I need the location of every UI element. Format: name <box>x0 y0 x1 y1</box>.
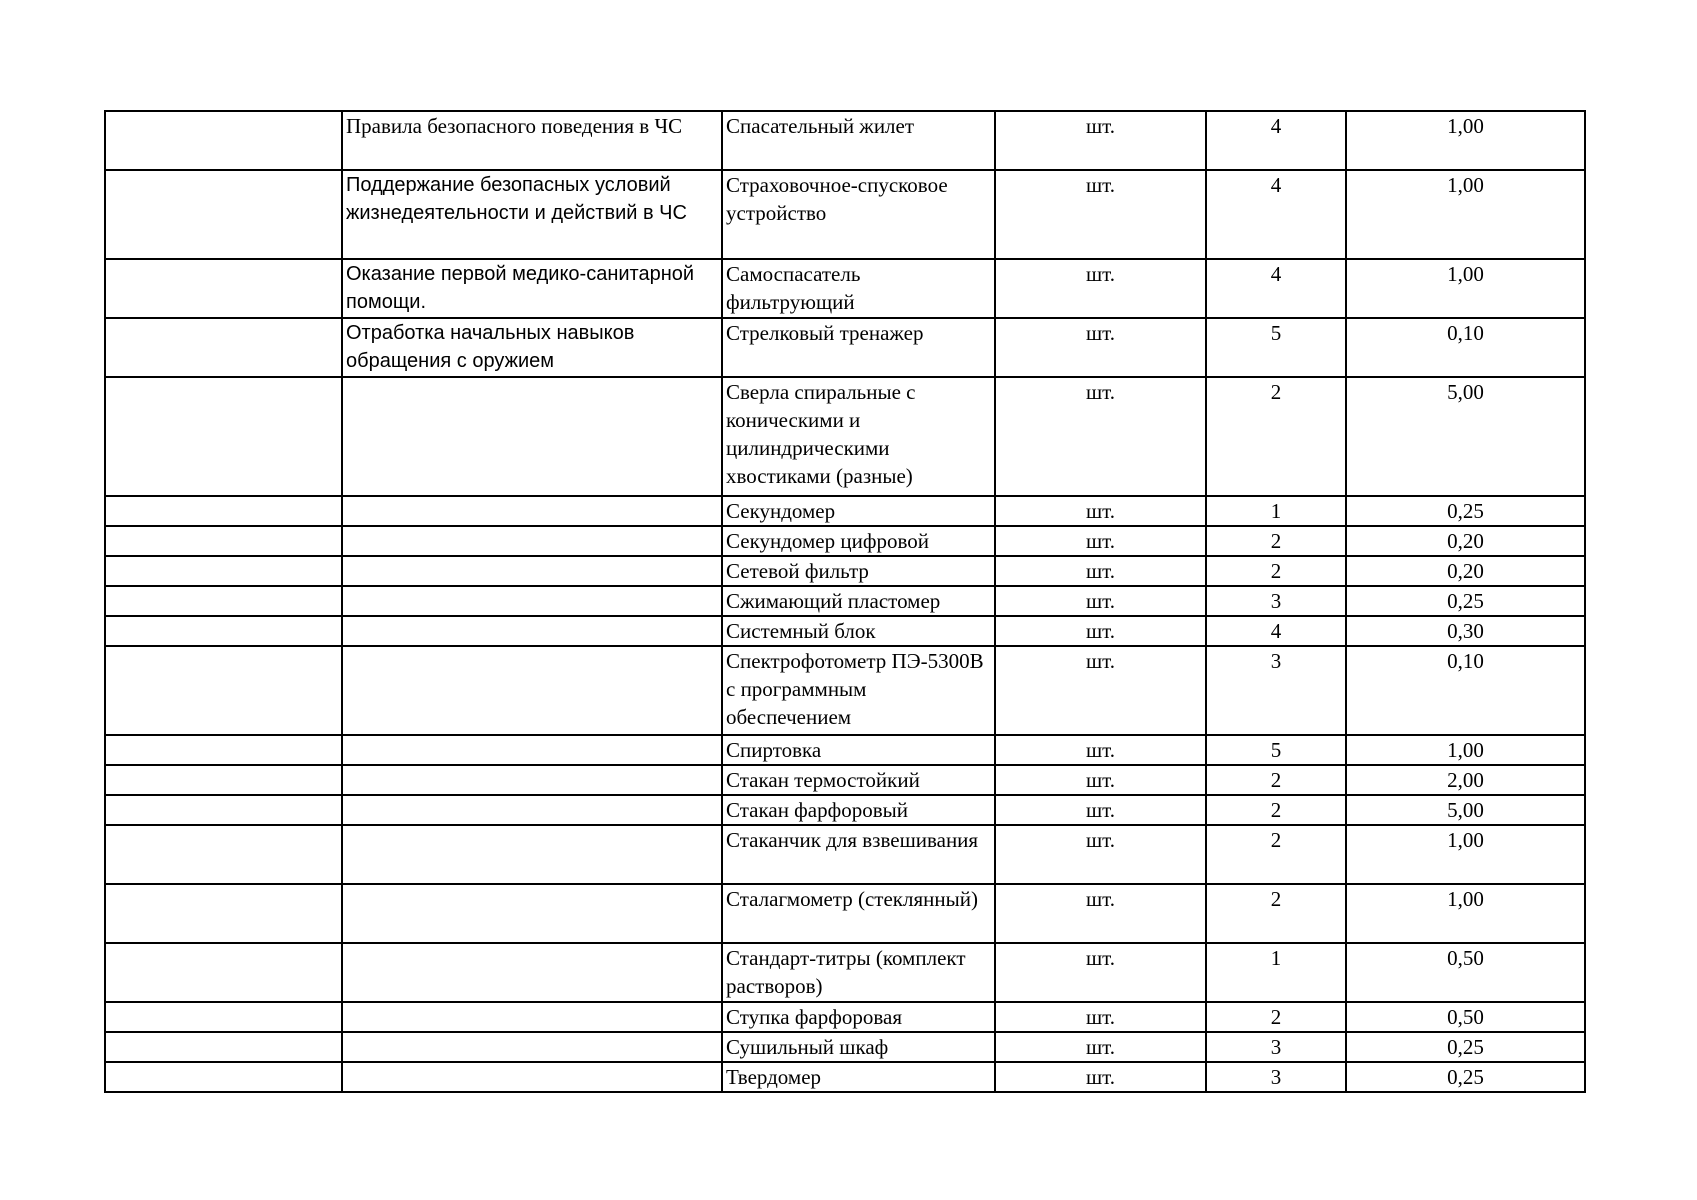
row-number-cell <box>105 526 342 556</box>
quantity-cell: 3 <box>1206 1032 1346 1062</box>
quantity-cell: 2 <box>1206 1002 1346 1032</box>
coefficient-cell: 5,00 <box>1346 377 1585 496</box>
quantity-cell: 2 <box>1206 765 1346 795</box>
unit-cell: шт. <box>995 943 1206 1002</box>
quantity-cell: 3 <box>1206 586 1346 616</box>
row-number-cell <box>105 1002 342 1032</box>
row-number-cell <box>105 825 342 884</box>
row-number-cell <box>105 318 342 377</box>
coefficient-cell: 0,25 <box>1346 1032 1585 1062</box>
quantity-cell: 4 <box>1206 170 1346 259</box>
row-number-cell <box>105 735 342 765</box>
quantity-cell: 4 <box>1206 111 1346 170</box>
unit-cell: шт. <box>995 377 1206 496</box>
topic-cell: Правила безопасного поведения в ЧС <box>342 111 722 170</box>
topic-cell <box>342 646 722 735</box>
coefficient-cell: 0,10 <box>1346 318 1585 377</box>
topic-cell <box>342 943 722 1002</box>
quantity-cell: 1 <box>1206 496 1346 526</box>
coefficient-cell: 1,00 <box>1346 259 1585 318</box>
item-name-cell: Самоспасатель фильтрующий <box>722 259 995 318</box>
unit-cell: шт. <box>995 526 1206 556</box>
row-number-cell <box>105 170 342 259</box>
unit-cell: шт. <box>995 1062 1206 1092</box>
topic-cell <box>342 795 722 825</box>
quantity-cell: 5 <box>1206 318 1346 377</box>
unit-cell: шт. <box>995 795 1206 825</box>
equipment-table <box>104 110 1586 1093</box>
item-name-cell: Сушильный шкаф <box>722 1032 995 1062</box>
quantity-cell: 1 <box>1206 943 1346 1002</box>
item-name-cell: Стакан фарфоровый <box>722 795 995 825</box>
row-number-cell <box>105 1032 342 1062</box>
table-row <box>105 556 1585 586</box>
table-row <box>105 496 1585 526</box>
topic-cell <box>342 496 722 526</box>
coefficient-cell: 0,25 <box>1346 1062 1585 1092</box>
table-row <box>105 1062 1585 1092</box>
unit-cell: шт. <box>995 884 1206 943</box>
row-number-cell <box>105 377 342 496</box>
coefficient-cell: 0,20 <box>1346 556 1585 586</box>
unit-cell: шт. <box>995 111 1206 170</box>
topic-cell <box>342 377 722 496</box>
table-row <box>105 259 1585 318</box>
unit-cell: шт. <box>995 735 1206 765</box>
item-name-cell: Сверла спиральные с коническими и цилиндрическими хвостиками (разные) <box>722 377 995 496</box>
row-number-cell <box>105 795 342 825</box>
table-row <box>105 1002 1585 1032</box>
item-name-cell: Стрелковый тренажер <box>722 318 995 377</box>
row-number-cell <box>105 586 342 616</box>
coefficient-cell: 0,50 <box>1346 1002 1585 1032</box>
topic-cell <box>342 526 722 556</box>
item-name-cell: Твердомер <box>722 1062 995 1092</box>
item-name-cell: Спектрофотометр ПЭ-5300В с программным обеспечением <box>722 646 995 735</box>
topic-cell: Отработка начальных навыков обращения с оружием <box>342 318 722 377</box>
table-row <box>105 526 1585 556</box>
quantity-cell: 2 <box>1206 825 1346 884</box>
coefficient-cell: 5,00 <box>1346 795 1585 825</box>
topic-cell <box>342 616 722 646</box>
quantity-cell: 5 <box>1206 735 1346 765</box>
coefficient-cell: 0,25 <box>1346 496 1585 526</box>
coefficient-cell: 1,00 <box>1346 111 1585 170</box>
table-row <box>105 318 1585 377</box>
topic-cell <box>342 765 722 795</box>
table-row <box>105 111 1585 170</box>
topic-cell <box>342 556 722 586</box>
row-number-cell <box>105 1062 342 1092</box>
unit-cell: шт. <box>995 556 1206 586</box>
quantity-cell: 2 <box>1206 795 1346 825</box>
table-row <box>105 943 1585 1002</box>
topic-cell <box>342 884 722 943</box>
table-row <box>105 884 1585 943</box>
table-row <box>105 765 1585 795</box>
item-name-cell: Спасательный жилет <box>722 111 995 170</box>
item-name-cell: Сжимающий пластомер <box>722 586 995 616</box>
coefficient-cell: 0,50 <box>1346 943 1585 1002</box>
table-row <box>105 735 1585 765</box>
unit-cell: шт. <box>995 318 1206 377</box>
table-row <box>105 795 1585 825</box>
quantity-cell: 2 <box>1206 526 1346 556</box>
unit-cell: шт. <box>995 496 1206 526</box>
table-row <box>105 616 1585 646</box>
topic-cell <box>342 1062 722 1092</box>
quantity-cell: 2 <box>1206 556 1346 586</box>
quantity-cell: 4 <box>1206 259 1346 318</box>
coefficient-cell: 1,00 <box>1346 825 1585 884</box>
table-row <box>105 377 1585 496</box>
row-number-cell <box>105 111 342 170</box>
table-row <box>105 825 1585 884</box>
item-name-cell: Секундомер цифровой <box>722 526 995 556</box>
unit-cell: шт. <box>995 586 1206 616</box>
quantity-cell: 3 <box>1206 1062 1346 1092</box>
unit-cell: шт. <box>995 765 1206 795</box>
table-row <box>105 646 1585 735</box>
row-number-cell <box>105 496 342 526</box>
topic-cell <box>342 1002 722 1032</box>
document-page <box>104 110 1584 1093</box>
item-name-cell: Стаканчик для взвешивания <box>722 825 995 884</box>
row-number-cell <box>105 884 342 943</box>
quantity-cell: 3 <box>1206 646 1346 735</box>
unit-cell: шт. <box>995 1002 1206 1032</box>
topic-cell <box>342 586 722 616</box>
item-name-cell: Спиртовка <box>722 735 995 765</box>
row-number-cell <box>105 556 342 586</box>
item-name-cell: Ступка фарфоровая <box>722 1002 995 1032</box>
table-row <box>105 170 1585 259</box>
unit-cell: шт. <box>995 1032 1206 1062</box>
topic-cell <box>342 825 722 884</box>
item-name-cell: Стакан термостойкий <box>722 765 995 795</box>
quantity-cell: 2 <box>1206 377 1346 496</box>
item-name-cell: Страховочное-спусковое устройство <box>722 170 995 259</box>
item-name-cell: Системный блок <box>722 616 995 646</box>
coefficient-cell: 1,00 <box>1346 735 1585 765</box>
coefficient-cell: 2,00 <box>1346 765 1585 795</box>
item-name-cell: Секундомер <box>722 496 995 526</box>
coefficient-cell: 0,30 <box>1346 616 1585 646</box>
table-row <box>105 1032 1585 1062</box>
row-number-cell <box>105 646 342 735</box>
unit-cell: шт. <box>995 259 1206 318</box>
topic-cell: Оказание первой медико-санитарной помощи. <box>342 259 722 318</box>
unit-cell: шт. <box>995 825 1206 884</box>
topic-cell <box>342 1032 722 1062</box>
coefficient-cell: 0,20 <box>1346 526 1585 556</box>
coefficient-cell: 0,10 <box>1346 646 1585 735</box>
quantity-cell: 4 <box>1206 616 1346 646</box>
item-name-cell: Сетевой фильтр <box>722 556 995 586</box>
coefficient-cell: 1,00 <box>1346 170 1585 259</box>
row-number-cell <box>105 765 342 795</box>
row-number-cell <box>105 616 342 646</box>
row-number-cell <box>105 943 342 1002</box>
item-name-cell: Сталагмометр (стеклянный) <box>722 884 995 943</box>
topic-cell <box>342 735 722 765</box>
item-name-cell: Стандарт-титры (комплект растворов) <box>722 943 995 1002</box>
coefficient-cell: 1,00 <box>1346 884 1585 943</box>
quantity-cell: 2 <box>1206 884 1346 943</box>
topic-cell: Поддержание безопасных условий жизнедеятельности и действий в ЧС <box>342 170 722 259</box>
unit-cell: шт. <box>995 616 1206 646</box>
unit-cell: шт. <box>995 646 1206 735</box>
coefficient-cell: 0,25 <box>1346 586 1585 616</box>
unit-cell: шт. <box>995 170 1206 259</box>
table-row <box>105 586 1585 616</box>
row-number-cell <box>105 259 342 318</box>
